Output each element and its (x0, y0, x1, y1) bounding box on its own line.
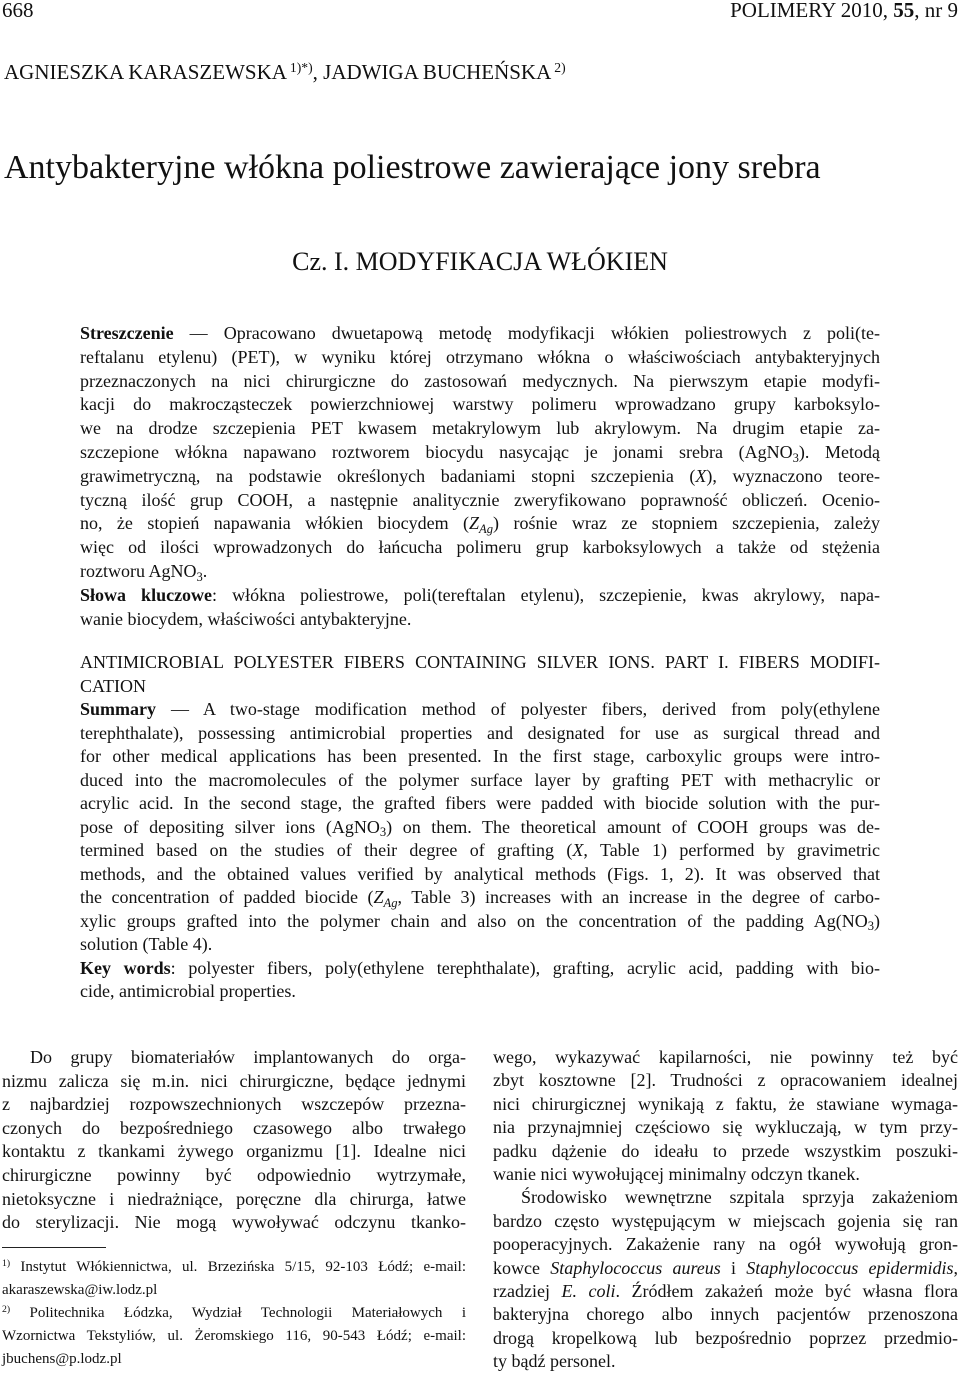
text-run: szczepione włókna napawano roztworem biocydu nasycając je jonami srebra (AgNO (80, 441, 793, 462)
text-run: do sterylizacji. Nie mogą wywoływać odczynu tkanko- (2, 1212, 466, 1233)
italic-text: X (695, 465, 707, 486)
text-run: Wzornictwa Tekstyliów, ul. Żeromskiego 116, 90-543 Łódź; e-mail: (2, 1328, 466, 1344)
text-run: ) on them. The theoretical amount of COOH groups was de- (386, 816, 880, 837)
text-run: ty bądź personel. (493, 1351, 616, 1372)
text-run: , (953, 1257, 958, 1278)
text-run: , Table 3) increases with an increase in the degree of carbo- (397, 887, 880, 907)
italic-text: Staphylococcus aureus (550, 1257, 721, 1278)
text-line (493, 1116, 958, 1139)
text-run: the concentration of padded biocide ( (80, 887, 374, 907)
running-header (2, 0, 958, 21)
text-line (80, 651, 880, 675)
abstract-polish-summary (80, 322, 880, 584)
italic-text: E. coli (561, 1280, 616, 1301)
bold-text: Key words (80, 957, 171, 978)
footnotes (2, 1256, 466, 1371)
text-run: for other medical applications has been presented. In the first stage, carboxylic groups were intro- (80, 746, 880, 766)
text-line (80, 933, 880, 957)
text-line (80, 346, 880, 370)
author-2: JADWIGA BUCHEŃSKA (323, 60, 552, 84)
text-line (493, 1257, 958, 1280)
text-line (80, 957, 880, 981)
text-line (80, 745, 880, 769)
text-line (80, 698, 880, 722)
italic-text: Z (373, 887, 384, 907)
sub-text: 3 (792, 450, 799, 465)
text-run: pooperacyjnych. Zakażenie rany na ogół wywołują gron- (493, 1234, 958, 1255)
text-line (80, 769, 880, 793)
text-line (80, 322, 880, 346)
text-line (493, 1093, 958, 1116)
footnote-1 (2, 1256, 466, 1302)
text-line (493, 1140, 958, 1163)
text-run: drogą kropelkową lub bezpośrednio poprzez przedmio- (493, 1327, 958, 1348)
journal-name-year: POLIMERY 2010, (730, 0, 894, 22)
abstract-english-summary (80, 698, 880, 957)
text-line (2, 1046, 466, 1070)
text-run: chirurgiczne powinny być odpowiednio wytrzymałe, (2, 1164, 466, 1185)
text-run: zbyt kosztowne [2]. Trudności z opracowaniem idealnej (493, 1070, 958, 1091)
abstract-polish-keywords (80, 584, 880, 632)
bold-text: Słowa kluczowe (80, 584, 213, 605)
text-run: solution (Table 4). (80, 934, 213, 954)
text-line (493, 1327, 958, 1350)
sup-text: 2) (2, 1304, 11, 1316)
text-run: nizmu zalicza się m.in. nici chirurgiczne, będące jednymi (2, 1070, 466, 1091)
text-run: przeznaczonych na nici chirurgiczne do zastosowań medycznych. Na pierwszym etapie modyfi- (80, 370, 880, 391)
text-line (80, 560, 880, 584)
text-line (80, 863, 880, 887)
text-run: wanie nici wywołującej minimalny odczyn tkanek. (493, 1163, 860, 1184)
sub-text: 3 (196, 569, 203, 584)
text-line (493, 1303, 958, 1326)
text-run: Do grupy biomateriałów implantowanych do orga- (30, 1047, 466, 1067)
text-run: CATION (80, 675, 146, 696)
text-line (80, 675, 880, 699)
text-run: termined based on the studies of their degree of grafting ( (80, 840, 573, 860)
text-line (2, 1070, 466, 1094)
text-run: nia przynajmniej częściowo się wykluczają, w tym przy- (493, 1117, 958, 1138)
text-line (493, 1186, 958, 1209)
text-run: terephthalate), possessing antimicrobial properties and designated for use as surgical thread and (80, 722, 880, 743)
italic-text: Staphylococcus epidermidis (746, 1257, 954, 1278)
journal-info (730, 0, 958, 21)
text-line (493, 1046, 958, 1069)
text-run: Środowisko wewnętrzne szpitala sprzyja zakażeniom (521, 1187, 958, 1208)
text-line (80, 465, 880, 489)
journal-issue: , nr 9 (914, 0, 958, 22)
text-run: pose of depositing silver ions (AgNO (80, 816, 380, 837)
text-line (493, 1163, 958, 1186)
text-run: duced into the macromolecules of the polymer surface layer by grafting PET with methacrylic or (80, 769, 880, 790)
body-paragraph-continuation (493, 1046, 958, 1186)
text-run: ) rośnie wraz ze stopniem szczepienia, zależy (493, 513, 880, 534)
text-run: bardzo często występującym w miejscach gojenia się ran (493, 1210, 958, 1231)
text-line (2, 1279, 466, 1302)
text-line (80, 536, 880, 560)
text-line (2, 1093, 466, 1117)
text-run: ). Metodą (798, 441, 880, 462)
text-run: jbuchens@p.lodz.pl (2, 1351, 122, 1367)
text-line (2, 1325, 466, 1348)
journal-volume: 55 (893, 0, 915, 22)
bold-text: Summary (80, 699, 156, 719)
text-run: we na drodze szczepienia PET kwasem metakrylowym lub akrylowym. Na drugim etapie za- (80, 418, 880, 439)
sub-text: 3 (867, 919, 874, 934)
text-run: Politechnika Łódzka, Wydział Technologii Materiałowych i (10, 1305, 466, 1321)
text-run: xylic groups grafted into the polymer chain and also on the concentration of the padding Ag(NO (80, 910, 868, 931)
text-run: rzadziej (493, 1280, 562, 1301)
text-line (80, 417, 880, 441)
text-line (2, 1117, 466, 1141)
sup-text: 1) (2, 1258, 11, 1270)
author-separator: , (312, 60, 324, 84)
abstract-polish (80, 322, 880, 631)
text-run: reftalanu etylenu) (PET), w wyniku której otrzymano włókna o właściwościach antybakteryjnych (80, 346, 880, 367)
text-run: tyczną ilość grup COOH, a następnie analitycznie zweryfikowano poprawność obliczeń. Ocenio- (80, 489, 880, 510)
text-run: kontaktu z tkankami żywego organizmu [1]. Idealne nici (2, 1141, 466, 1162)
text-line (493, 1280, 958, 1303)
text-line (493, 1233, 958, 1256)
text-run: padku dążenie do ideału to przede wszystkim poszuki- (493, 1140, 958, 1161)
text-line (80, 370, 880, 394)
text-run: ), wyznaczono teore- (706, 465, 880, 486)
text-run: Instytut Włókiennictwa, ul. Brzezińska 5/15, 92-103 Łódź; e-mail: (10, 1259, 466, 1275)
text-run: akaraszewska@iw.lodz.pl (2, 1282, 158, 1298)
text-run: . (202, 560, 208, 581)
body-paragraph-infection (493, 1186, 958, 1373)
text-line (493, 1210, 958, 1233)
text-run: methods, and the obtained values verified by analytical methods (Figs. 1, 2). It was observed that (80, 863, 880, 884)
text-line (80, 393, 880, 417)
text-run: . Źródłem zakażeń może być własna flora (615, 1280, 958, 1301)
body-column-left (2, 1046, 466, 1235)
text-run: : włókna poliestrowe, poli(tereftalan etylenu), szczepienie, kwas akrylowy, napa- (212, 584, 880, 605)
text-run: nietoksyczne i niedrażniące, poręczne dla chirurga, łatwe (2, 1188, 466, 1209)
body-paragraph-intro (2, 1046, 466, 1235)
text-line (80, 886, 880, 910)
text-run: kacji do makrocząsteczek powierzchniowej warstwy polimeru wprowadzano grupy karboksylo- (80, 394, 880, 415)
text-line (493, 1350, 958, 1373)
abstract-english (80, 651, 880, 1004)
italic-text: X (572, 840, 584, 860)
text-line (80, 910, 880, 934)
text-run: : polyester fibers, poly(ethylene terephthalate), grafting, acrylic acid, padding with bio- (170, 957, 880, 978)
text-line (80, 816, 880, 840)
text-run: grawimetryczną, na podstawie określonych badaniami stopni szczepienia ( (80, 465, 696, 486)
footnote-2 (2, 1302, 466, 1371)
text-line (80, 980, 880, 1004)
text-run: , Table 1) performed by gravimetric (583, 840, 881, 860)
isub-text: Ag (383, 895, 398, 910)
abstract-english-heading (80, 651, 880, 698)
text-line (80, 839, 880, 863)
isub-text: Ag (479, 522, 494, 537)
text-line (493, 1069, 958, 1092)
text-line (80, 722, 880, 746)
text-run: z najbardziej rozpowszechnionych wszczepów przezna- (2, 1094, 466, 1115)
text-line (80, 608, 880, 632)
text-run: czonych do bezpośredniego czasowego albo trwałego (2, 1117, 466, 1138)
bold-text: Streszczenie (80, 323, 174, 343)
text-run: no, że stopień napawania włókien biocydem ( (80, 513, 470, 534)
text-run: — Opracowano dwuetapową metodę modyfikacji włókien poliestrowych z poli(te- (173, 323, 880, 343)
text-run: ANTIMICROBIAL POLYESTER FIBERS CONTAINING SILVER IONS. PART I. FIBERS MODIFI- (80, 652, 880, 672)
italic-text: Z (469, 513, 480, 534)
text-run: ) (874, 910, 880, 931)
text-run: cide, antimicrobial properties. (80, 981, 296, 1001)
text-run: i (720, 1257, 747, 1278)
page-number: 668 (2, 0, 34, 22)
text-run: roztworu AgNO (80, 560, 197, 581)
author-1: AGNIESZKA KARASZEWSKA (4, 60, 287, 84)
text-line (2, 1211, 466, 1235)
text-line (2, 1256, 466, 1279)
text-line (2, 1140, 466, 1164)
authors (4, 60, 566, 84)
text-line (2, 1302, 466, 1325)
paper-subtitle: Cz. I. MODYFIKACJA WŁÓKIEN (292, 247, 668, 276)
body-column-right (493, 1046, 958, 1373)
text-run: kowce (493, 1257, 551, 1278)
text-run: wego, wykazywać kapilarności, nie powinny też być (493, 1047, 958, 1067)
text-line (80, 441, 880, 465)
abstract-english-keywords (80, 957, 880, 1004)
text-line (80, 489, 880, 513)
sub-text: 3 (379, 825, 387, 840)
text-line (2, 1348, 466, 1371)
text-line (80, 584, 880, 608)
text-run: — A two-stage modification method of polyester fibers, derived from poly(ethylene (156, 699, 880, 719)
text-line (2, 1188, 466, 1212)
text-line (2, 1164, 466, 1188)
author-1-affiliation-marks: 1)*) (289, 60, 313, 76)
text-line (80, 792, 880, 816)
text-run: więc od ilości wprowadzonych do łańcucha polimeru grup karboksylowych a także od stężenia (80, 537, 880, 558)
text-run: nici chirurgicznej wynikają z faktu, że stawiane wymaga- (493, 1093, 958, 1114)
paper-title: Antybakteryjne włókna poliestrowe zawierające jony srebra (4, 149, 821, 186)
text-run: acrylic acid. In the second stage, the grafted fibers were padded with biocide solution with the pur- (80, 793, 880, 813)
text-line (80, 512, 880, 536)
text-run: bakteryjna chorego albo innych pacjentów przenoszona (493, 1304, 958, 1325)
text-run: wanie biocydem, właściwości antybakteryjne. (80, 608, 412, 629)
author-2-affiliation-marks: 2) (554, 60, 566, 76)
footnote-divider (2, 1247, 106, 1248)
